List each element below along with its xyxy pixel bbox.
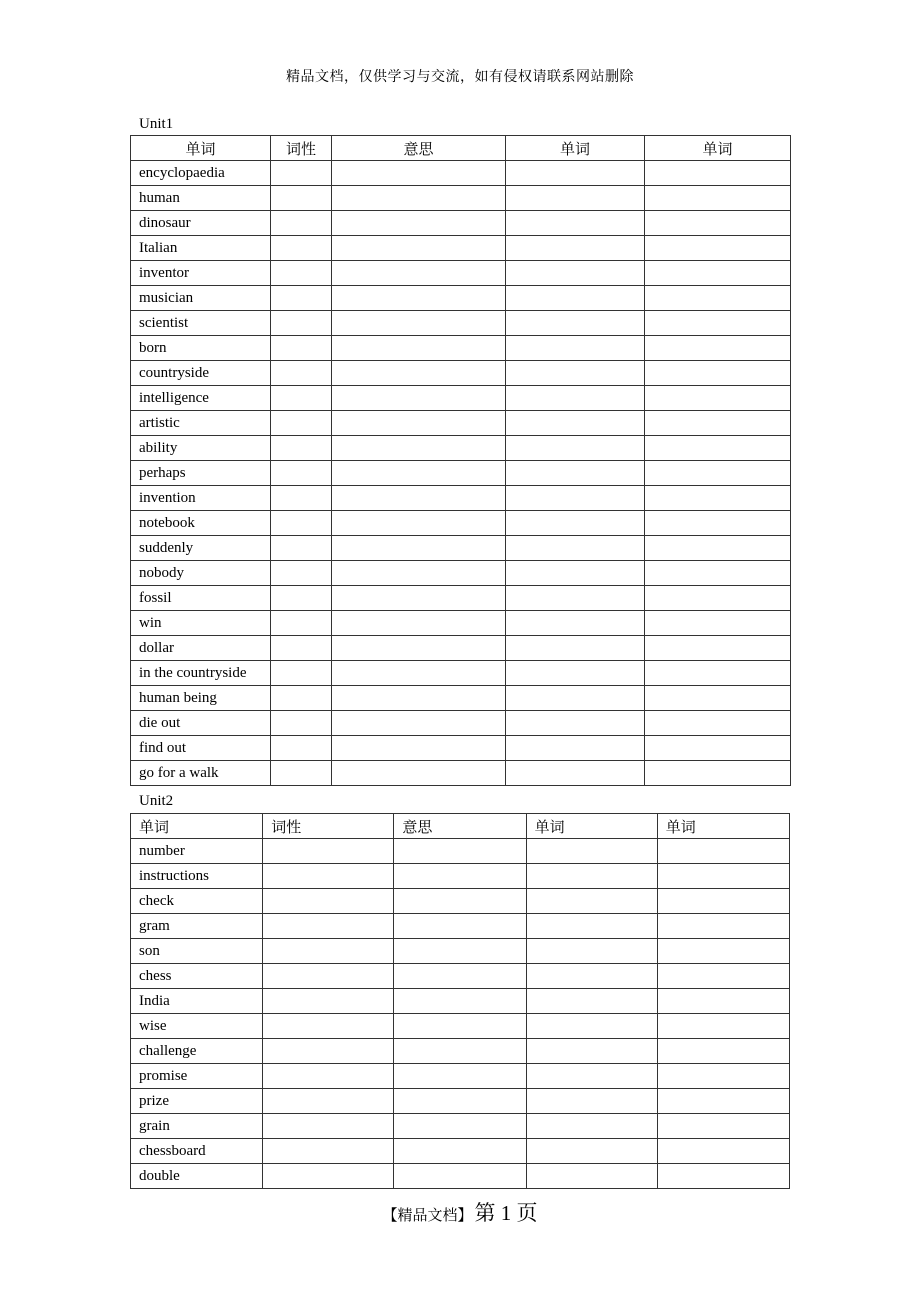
blank-cell [526, 914, 657, 939]
blank-cell [657, 889, 789, 914]
blank-cell [271, 411, 332, 436]
table-row [131, 761, 791, 786]
blank-cell [657, 1089, 789, 1114]
word-cell: artistic [131, 411, 271, 436]
word-cell: suddenly [131, 536, 271, 561]
table-row [131, 386, 791, 411]
table-row [131, 511, 791, 536]
table-row [131, 561, 791, 586]
blank-cell [526, 839, 657, 864]
unit2-label: Unit2 [139, 793, 174, 809]
word-cell: number [131, 839, 263, 864]
word-cell: human [131, 186, 271, 211]
column-header: 单词 [657, 814, 789, 839]
blank-cell [394, 939, 526, 964]
column-header: 词性 [263, 814, 394, 839]
table-row [131, 914, 790, 939]
table-row [131, 461, 791, 486]
blank-cell [526, 889, 657, 914]
blank-cell [506, 711, 645, 736]
blank-cell [657, 1014, 789, 1039]
blank-cell [394, 889, 526, 914]
column-header: 单词 [506, 136, 645, 161]
blank-cell [645, 311, 791, 336]
unit1-vocab-table [130, 135, 791, 786]
blank-cell [332, 611, 506, 636]
blank-cell [645, 536, 791, 561]
blank-cell [657, 1114, 789, 1139]
blank-cell [506, 636, 645, 661]
word-cell: fossil [131, 586, 271, 611]
blank-cell [394, 1014, 526, 1039]
blank-cell [271, 461, 332, 486]
blank-cell [271, 636, 332, 661]
blank-cell [394, 1064, 526, 1089]
table-row [131, 636, 791, 661]
blank-cell [332, 661, 506, 686]
word-cell: musician [131, 286, 271, 311]
unit1-header-row [131, 136, 791, 161]
blank-cell [271, 511, 332, 536]
table-row [131, 436, 791, 461]
blank-cell [526, 1139, 657, 1164]
blank-cell [332, 486, 506, 511]
blank-cell [332, 236, 506, 261]
blank-cell [506, 736, 645, 761]
table-row [131, 411, 791, 436]
blank-cell [645, 386, 791, 411]
unit2-header-row [131, 814, 790, 839]
page-number: 第 1 页 [474, 1201, 538, 1225]
blank-cell [271, 736, 332, 761]
word-cell: find out [131, 736, 271, 761]
table-row [131, 1114, 790, 1139]
blank-cell [506, 361, 645, 386]
blank-cell [394, 989, 526, 1014]
blank-cell [506, 186, 645, 211]
blank-cell [271, 761, 332, 786]
table-row [131, 286, 791, 311]
table-row [131, 989, 790, 1014]
word-cell: prize [131, 1089, 263, 1114]
word-cell: win [131, 611, 271, 636]
blank-cell [271, 361, 332, 386]
blank-cell [332, 586, 506, 611]
blank-cell [332, 511, 506, 536]
word-cell: instructions [131, 864, 263, 889]
blank-cell [394, 1089, 526, 1114]
blank-cell [332, 711, 506, 736]
word-cell: son [131, 939, 263, 964]
blank-cell [645, 486, 791, 511]
blank-cell [332, 736, 506, 761]
blank-cell [263, 864, 394, 889]
table-row [131, 711, 791, 736]
table-row [131, 661, 791, 686]
table-row [131, 161, 791, 186]
blank-cell [645, 561, 791, 586]
page-header-notice: 精品文档，仅供学习与交流，如有侵权请联系网站删除 [286, 70, 634, 85]
blank-cell [506, 586, 645, 611]
blank-cell [263, 1014, 394, 1039]
blank-cell [394, 1114, 526, 1139]
blank-cell [271, 561, 332, 586]
blank-cell [657, 914, 789, 939]
table-row [131, 736, 791, 761]
table-row [131, 839, 790, 864]
blank-cell [271, 486, 332, 511]
word-cell: check [131, 889, 263, 914]
blank-cell [263, 1064, 394, 1089]
word-cell: nobody [131, 561, 271, 586]
word-cell: die out [131, 711, 271, 736]
word-cell: dollar [131, 636, 271, 661]
blank-cell [506, 411, 645, 436]
table-row [131, 1014, 790, 1039]
blank-cell [526, 1164, 657, 1189]
blank-cell [506, 161, 645, 186]
blank-cell [394, 914, 526, 939]
blank-cell [271, 236, 332, 261]
blank-cell [271, 661, 332, 686]
blank-cell [657, 1064, 789, 1089]
word-cell: encyclopaedia [131, 161, 271, 186]
word-cell: invention [131, 486, 271, 511]
blank-cell [657, 839, 789, 864]
blank-cell [645, 261, 791, 286]
blank-cell [506, 511, 645, 536]
blank-cell [645, 236, 791, 261]
word-cell: born [131, 336, 271, 361]
blank-cell [506, 611, 645, 636]
page-footer [0, 1197, 920, 1227]
blank-cell [332, 536, 506, 561]
blank-cell [506, 336, 645, 361]
blank-cell [394, 964, 526, 989]
blank-cell [645, 511, 791, 536]
table-row [131, 611, 791, 636]
blank-cell [645, 636, 791, 661]
blank-cell [526, 964, 657, 989]
blank-cell [332, 261, 506, 286]
blank-cell [394, 839, 526, 864]
blank-cell [506, 486, 645, 511]
blank-cell [271, 611, 332, 636]
blank-cell [271, 586, 332, 611]
blank-cell [332, 336, 506, 361]
blank-cell [506, 261, 645, 286]
word-cell: in the countryside [131, 661, 271, 686]
table-row [131, 1064, 790, 1089]
table-row [131, 864, 790, 889]
blank-cell [332, 461, 506, 486]
blank-cell [271, 211, 332, 236]
blank-cell [657, 964, 789, 989]
table-row [131, 261, 791, 286]
blank-cell [271, 161, 332, 186]
word-cell: scientist [131, 311, 271, 336]
blank-cell [394, 864, 526, 889]
column-header: 单词 [131, 136, 271, 161]
blank-cell [394, 1164, 526, 1189]
blank-cell [263, 1164, 394, 1189]
blank-cell [263, 939, 394, 964]
blank-cell [526, 989, 657, 1014]
blank-cell [645, 161, 791, 186]
blank-cell [271, 436, 332, 461]
word-cell: India [131, 989, 263, 1014]
blank-cell [263, 914, 394, 939]
blank-cell [526, 1039, 657, 1064]
blank-cell [263, 964, 394, 989]
word-cell: wise [131, 1014, 263, 1039]
blank-cell [332, 561, 506, 586]
table-row [131, 1089, 790, 1114]
blank-cell [506, 461, 645, 486]
word-cell: human being [131, 686, 271, 711]
blank-cell [332, 686, 506, 711]
word-cell: Italian [131, 236, 271, 261]
table-row [131, 236, 791, 261]
table-row [131, 186, 791, 211]
blank-cell [271, 686, 332, 711]
blank-cell [332, 436, 506, 461]
table-row [131, 361, 791, 386]
table-row [131, 1139, 790, 1164]
blank-cell [263, 1089, 394, 1114]
blank-cell [645, 436, 791, 461]
column-header: 单词 [526, 814, 657, 839]
blank-cell [526, 1064, 657, 1089]
blank-cell [271, 186, 332, 211]
word-cell: promise [131, 1064, 263, 1089]
blank-cell [657, 989, 789, 1014]
blank-cell [506, 436, 645, 461]
blank-cell [271, 711, 332, 736]
blank-cell [506, 386, 645, 411]
blank-cell [526, 1014, 657, 1039]
blank-cell [645, 761, 791, 786]
blank-cell [657, 864, 789, 889]
blank-cell [645, 286, 791, 311]
blank-cell [657, 1139, 789, 1164]
blank-cell [332, 161, 506, 186]
blank-cell [332, 636, 506, 661]
word-cell: inventor [131, 261, 271, 286]
table-row [131, 211, 791, 236]
blank-cell [506, 286, 645, 311]
blank-cell [526, 1114, 657, 1139]
blank-cell [263, 1039, 394, 1064]
blank-cell [332, 411, 506, 436]
table-row [131, 939, 790, 964]
blank-cell [526, 939, 657, 964]
blank-cell [263, 889, 394, 914]
table-row [131, 336, 791, 361]
blank-cell [332, 361, 506, 386]
table-row [131, 586, 791, 611]
table-row [131, 686, 791, 711]
blank-cell [645, 586, 791, 611]
word-cell: ability [131, 436, 271, 461]
blank-cell [271, 286, 332, 311]
word-cell: grain [131, 1114, 263, 1139]
blank-cell [526, 864, 657, 889]
blank-cell [332, 286, 506, 311]
blank-cell [332, 386, 506, 411]
word-cell: chess [131, 964, 263, 989]
table-row [131, 1164, 790, 1189]
word-cell: perhaps [131, 461, 271, 486]
table-row [131, 536, 791, 561]
blank-cell [657, 1039, 789, 1064]
blank-cell [506, 311, 645, 336]
blank-cell [506, 686, 645, 711]
word-cell: double [131, 1164, 263, 1189]
footer-label: 【精品文档】 [382, 1208, 473, 1224]
blank-cell [271, 336, 332, 361]
blank-cell [394, 1039, 526, 1064]
blank-cell [645, 211, 791, 236]
word-cell: challenge [131, 1039, 263, 1064]
unit1-label: Unit1 [139, 116, 174, 132]
word-cell: chessboard [131, 1139, 263, 1164]
word-cell: intelligence [131, 386, 271, 411]
blank-cell [332, 211, 506, 236]
blank-cell [645, 686, 791, 711]
word-cell: dinosaur [131, 211, 271, 236]
unit2-vocab-table [130, 813, 790, 1189]
blank-cell [506, 561, 645, 586]
blank-cell [394, 1139, 526, 1164]
blank-cell [506, 211, 645, 236]
table-row [131, 1039, 790, 1064]
blank-cell [645, 336, 791, 361]
column-header: 单词 [131, 814, 263, 839]
blank-cell [506, 536, 645, 561]
blank-cell [645, 186, 791, 211]
blank-cell [332, 761, 506, 786]
blank-cell [263, 1139, 394, 1164]
blank-cell [645, 611, 791, 636]
unit2-body [131, 839, 790, 1189]
blank-cell [263, 839, 394, 864]
blank-cell [332, 311, 506, 336]
column-header: 意思 [332, 136, 506, 161]
column-header: 词性 [271, 136, 332, 161]
blank-cell [271, 536, 332, 561]
word-cell: gram [131, 914, 263, 939]
column-header: 意思 [394, 814, 526, 839]
blank-cell [657, 939, 789, 964]
word-cell: go for a walk [131, 761, 271, 786]
column-header: 单词 [645, 136, 791, 161]
blank-cell [271, 261, 332, 286]
blank-cell [657, 1164, 789, 1189]
table-row [131, 486, 791, 511]
table-row [131, 311, 791, 336]
blank-cell [271, 386, 332, 411]
blank-cell [645, 711, 791, 736]
table-row [131, 889, 790, 914]
word-cell: countryside [131, 361, 271, 386]
table-row [131, 964, 790, 989]
blank-cell [263, 1114, 394, 1139]
blank-cell [645, 461, 791, 486]
blank-cell [526, 1089, 657, 1114]
blank-cell [645, 736, 791, 761]
word-cell: notebook [131, 511, 271, 536]
unit1-body [131, 161, 791, 786]
blank-cell [506, 761, 645, 786]
blank-cell [645, 361, 791, 386]
blank-cell [263, 989, 394, 1014]
blank-cell [506, 236, 645, 261]
blank-cell [271, 311, 332, 336]
blank-cell [506, 661, 645, 686]
blank-cell [645, 661, 791, 686]
blank-cell [332, 186, 506, 211]
blank-cell [645, 411, 791, 436]
